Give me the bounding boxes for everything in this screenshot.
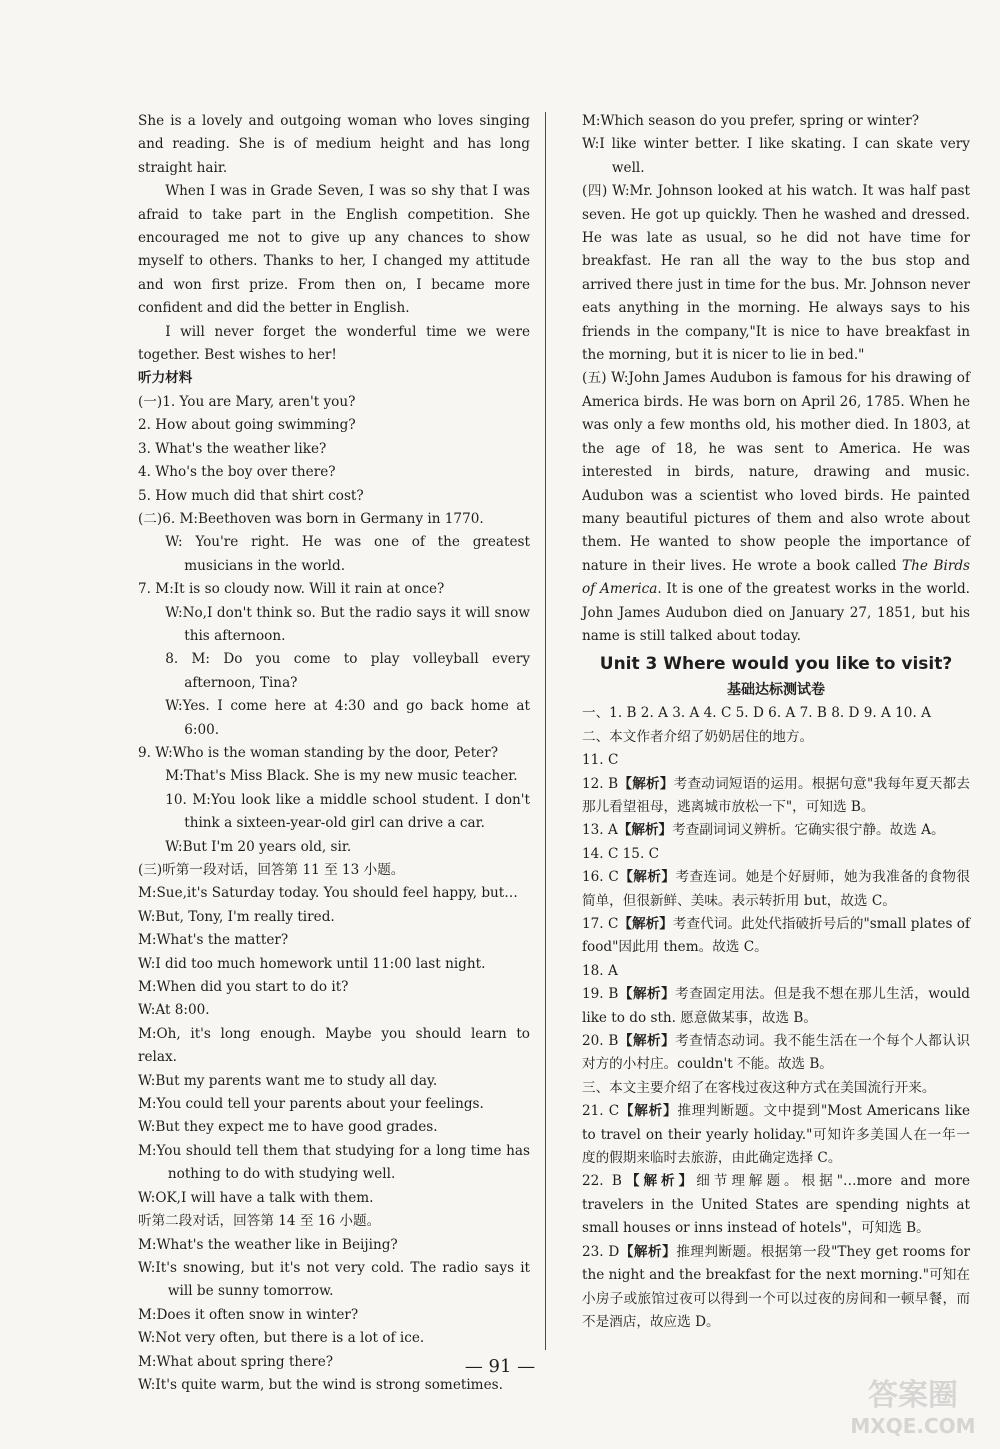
dialogue-line: W:I did too much homework until 11:00 last night. [138,955,486,972]
book-title: The Birds of America [582,557,971,598]
test-subtitle: 基础达标测试卷 [727,682,825,699]
dialogue-line: M:Sue,it's Saturday today. You should feel happy, but… [138,885,518,902]
analysis-tag: 【解析】 [617,822,673,839]
dialogue-line: M:When did you start to do it? [138,979,349,996]
answer-line [582,819,970,842]
dialogue-line: M:Which season do you prefer, spring or winter? [582,113,920,129]
answer-line: 14. C 15. C [582,845,660,862]
listening-line: 7. M:It is so cloudy now. Will it rain at once? [138,581,445,598]
watermark-logo [838,1371,988,1441]
answer-line [582,773,970,820]
answer-number: 19. B [582,986,619,1003]
listening-line: 2. How about going swimming? [138,417,356,434]
answer-number: 23. D [582,1243,620,1260]
paragraph: I will never forget the wonderful time we were together. Best wishes to her! [138,323,530,364]
listening-line: 5. How much did that shirt cost? [138,487,364,504]
dialogue-line: W:I like winter better. I like skating. I can skate very well. [582,136,970,176]
answer-number: 17. C [582,916,619,932]
dialogue-line: M:What's the matter? [138,932,289,949]
listening-line: (二)6. M:Beethoven was born in Germany in 1770. [138,510,484,527]
answer-line: 三、本文主要介绍了在客栈过夜这种方式在美国流行开来。 [582,1079,936,1096]
answer-line: 18. A [582,962,618,979]
paragraph: When I was in Grade Seven, I was so shy that I was afraid to take part in the English competition. She encouraged me not to give up any chances to show myself to others. Thanks to her, I changed my attitude and won first prize. From then on, I became more confident and did the better in English. [138,183,530,317]
answer-line [582,983,970,1030]
listening-line: 3. What's the weather like? [138,440,327,457]
analysis-text: 细节理解题。根据"…more and more travelers in the United States are spending nights at small houses or inns instead of hotels"，可知选 B。 [582,1173,970,1237]
analysis-text: 考查连词。她是个好厨师，她为我准备的食物很简单，但很新鲜、美味。表示转折用 but，故选 C。 [582,869,971,909]
watermark-text: 答案圈 [868,1378,958,1413]
analysis-text: 考查副词词义辨析。它确实很宁静。故选 A。 [672,822,945,839]
section-heading: 听第二段对话，回答第 14 至 16 小题。 [138,1213,381,1230]
dialogue-line: M:What about spring there? [138,1353,334,1370]
answer-number: 22. B [582,1173,622,1190]
section-heading: (三)听第一段对话，回答第 11 至 13 小题。 [138,862,405,878]
column-divider [545,112,546,1350]
dialogue-line: M:You could tell your parents about your feelings. [138,1096,484,1113]
answer-line: 一、1. B 2. A 3. A 4. C 5. D 6. A 7. B 8. D 9. A 10. A [582,705,931,722]
analysis-tag: 【解析】 [618,1033,676,1050]
dialogue-line: W:Not very often, but there is a lot of ice. [138,1330,425,1347]
answer-line [582,866,970,913]
analysis-text: 考查动词短语的运用。根据句意"我每年夏天都去那儿看望祖母，逃离城市放松一下"，可知选 B。 [582,775,970,815]
analysis-tag: 【解析】 [618,869,676,886]
analysis-tag: 【解析】 [621,1173,697,1190]
dialogue-line: M:What's the weather like in Beijing? [138,1236,398,1253]
answer-line [582,913,970,960]
dialogue-line: W:It's snowing, but it's not very cold. The radio says it will be sunny tomorrow. [138,1259,530,1300]
section-heading: 听力材料 [138,370,193,387]
answer-number: 13. A [582,822,618,839]
answer-number: 12. B [582,775,619,792]
left-column [138,110,530,1397]
listening-line: W:No,I don't think so. But the radio says it will snow this afternoon. [165,604,530,644]
listening-line: 8. M: Do you come to play volleyball every afternoon, Tina? [165,651,530,691]
unit-title: Unit 3 Where would you like to visit? [599,654,953,675]
analysis-text: 考查情态动词。我不能生活在一个每个人都认识对方的小村庄。couldn't 不能。故选 B。 [582,1033,971,1073]
listening-line: (一)1. You are Mary, aren't you? [138,393,356,410]
passage-text: . It is one of the greatest works in the world. John James Audubon died on January 27, 1851, but his name is still talked about today. [582,581,971,644]
listening-line: W:But I'm 20 years old, sir. [165,838,352,855]
analysis-text: 推理判断题。根据第一段"They get rooms for the night and the breakfast for the next morning."可知在小房子或旅馆过夜可以得到一个可以过夜的房间和一顿早餐，而不是酒店，故应选 D。 [582,1243,971,1330]
dialogue-line: M:Oh, it's long enough. Maybe you should learn to relax. [138,1025,530,1066]
analysis-tag: 【解析】 [618,775,674,792]
dialogue-line: W:OK,I will have a talk with them. [138,1189,374,1206]
answer-line: 二、本文作者介绍了奶奶居住的地方。 [582,728,814,745]
dialogue-line: W:It's quite warm, but the wind is strong sometimes. [138,1376,503,1393]
listening-passage-4: (四) W:Mr. Johnson looked at his watch. It was half past seven. He got up quickly. Then he washed and dressed. He was late as usual, so he did not have time for breakfast. He ran all the way to the bus stop and arrived there just in time for the bus. Mr. Johnson never eats anything in the morning. He always says to his friends in the company,"It is nice to have breakfast in the morning, but it is nicer to lie in bed." [582,183,970,364]
paragraph: She is a lovely and outgoing woman who loves singing and reading. She is of medium height and has long straight hair. [138,113,530,176]
analysis-text: 推理判断题。文中提到"Most Americans like to travel on their yearly holiday."可知许多美国人在一年一度的假期来临时去旅游，由此确定选择 C。 [582,1103,971,1167]
right-column [582,110,970,1334]
page-number: — 91 — [464,1356,536,1377]
dialogue-line: W:But my parents want me to study all day. [138,1072,438,1089]
dialogue-line: W:But they expect me to have good grades. [138,1119,438,1136]
listening-line: W:Yes. I come here at 4:30 and go back home at 6:00. [165,698,530,738]
listening-line: 4. Who's the boy over there? [138,464,336,481]
dialogue-line: W:At 8:00. [138,1002,210,1019]
answer-line: 11. C [582,752,619,769]
dialogue-line: M:Does it often snow in winter? [138,1306,359,1323]
answer-line [582,1030,970,1077]
answer-number: 16. C [582,869,619,886]
analysis-tag: 【解析】 [619,1103,678,1120]
listening-passage-5 [582,367,970,648]
answer-line [582,1170,970,1240]
answer-number: 21. C [582,1103,620,1120]
dialogue-line: W:But, Tony, I'm really tired. [138,908,335,925]
answer-line [582,1241,970,1335]
listening-line: 9. W:Who is the woman standing by the door, Peter? [138,744,499,761]
analysis-tag: 【解析】 [619,1243,677,1260]
watermark-url: MXQE.COM [850,1414,976,1438]
analysis-text: 考查代词。此处代指破折号后的"small plates of food"因此用 them。故选 C。 [582,916,970,956]
analysis-tag: 【解析】 [618,916,673,932]
analysis-text: 考查固定用法。但是我不想在那儿生活，would like to do sth. 愿意做某事，故选 B。 [582,986,970,1026]
answer-number: 20. B [582,1033,619,1050]
listening-line: W: You're right. He was one of the greatest musicians in the world. [165,534,530,574]
listening-line: M:That's Miss Black. She is my new music teacher. [165,768,518,785]
answer-line [582,1100,970,1170]
dialogue-line: M:You should tell them that studying for a long time has nothing to do with studying well. [138,1142,530,1183]
analysis-tag: 【解析】 [618,986,676,1003]
listening-line: 10. M:You look like a middle school student. I don't think a sixteen-year-old girl can drive a car. [165,791,530,832]
passage-text: (五) W:John James Audubon is famous for his drawing of America birds. He was born on April 26, 1785. When he was only a few months old, his mother died. In 1803, at the age of 18, he was sent to America. He was interested in birds, nature, drawing and music. Audubon was a scientist who loved birds. He painted many beautiful pictures of them and also wrote about them. He wanted to show people the importance of nature in their lives. He wrote a book called [582,370,970,574]
